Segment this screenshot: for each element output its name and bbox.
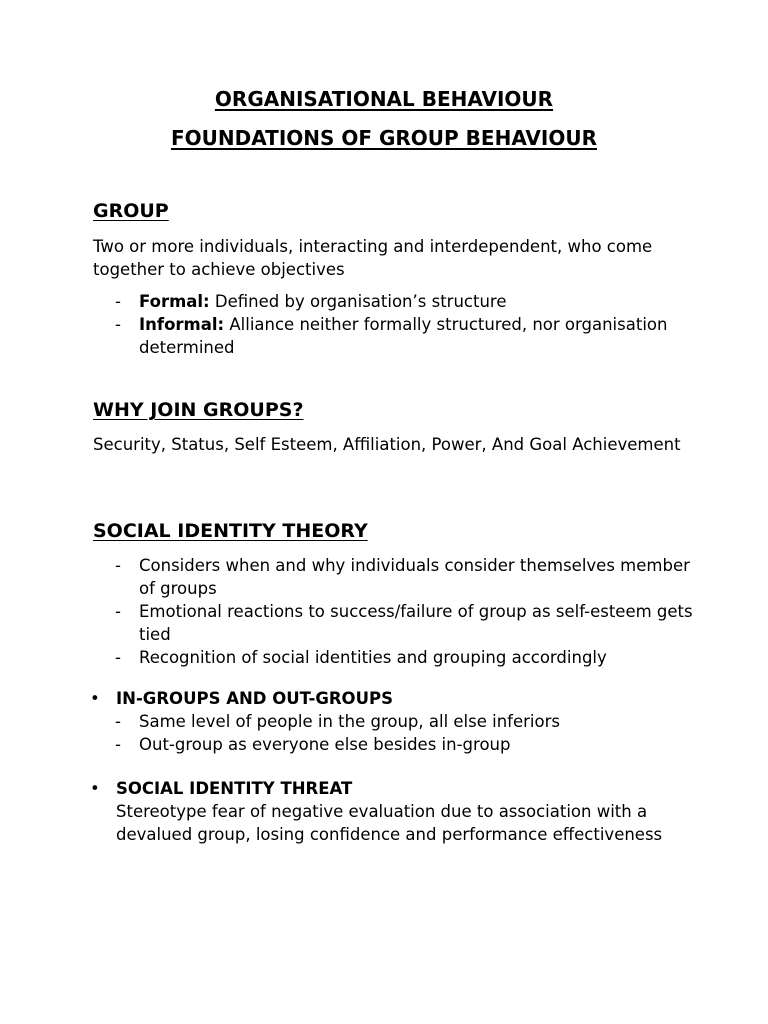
list-item-text: Emotional reactions to success/failure of group as self-esteem gets tied — [139, 602, 693, 644]
group-types-list — [93, 290, 693, 359]
list-item-text: Out-group as everyone else besides in-group — [139, 735, 511, 754]
dash-marker: - — [115, 648, 121, 667]
group-definition: Two or more individuals, interacting and interdependent, who come together to achieve objectives — [93, 237, 653, 279]
in-out-groups-list — [93, 710, 693, 756]
bullet-heading-social-identity-threat — [90, 777, 693, 800]
bullet-heading-text: SOCIAL IDENTITY THREAT — [116, 779, 353, 798]
bullet-marker: • — [90, 779, 100, 798]
bullet-heading-in-out-groups — [90, 687, 693, 710]
list-item — [93, 313, 693, 359]
social-identity-threat-block — [90, 777, 693, 846]
document-subtitle: FOUNDATIONS OF GROUP BEHAVIOUR — [171, 126, 597, 150]
list-item-text: Same level of people in the group, all else inferiors — [139, 712, 560, 731]
why-join-reasons: Security, Status, Self Esteem, Affiliation, Power, And Goal Achievement — [93, 435, 681, 454]
list-item — [93, 290, 693, 313]
section-heading-social-identity-theory: SOCIAL IDENTITY THEORY — [93, 520, 368, 542]
bullet-marker: • — [90, 689, 100, 708]
term-description: Defined by organisation’s structure — [209, 292, 507, 311]
dash-marker: - — [115, 602, 121, 621]
list-item — [93, 554, 693, 600]
list-item — [93, 646, 693, 669]
document-title: ORGANISATIONAL BEHAVIOUR — [214, 87, 554, 111]
dash-marker: - — [115, 315, 121, 334]
list-item-text: Recognition of social identities and grouping accordingly — [139, 648, 607, 667]
list-item-text: Considers when and why individuals consider themselves member of groups — [139, 556, 690, 598]
dash-marker: - — [115, 292, 121, 311]
social-identity-theory-list — [93, 554, 693, 669]
term-label: Informal: — [139, 315, 225, 334]
term-label: Formal: — [139, 292, 210, 311]
section-heading-why-join: WHY JOIN GROUPS? — [93, 399, 304, 421]
list-item — [93, 710, 693, 733]
section-heading-group: GROUP — [93, 200, 169, 222]
in-out-groups-block — [90, 687, 693, 710]
bullet-heading-text: IN-GROUPS AND OUT-GROUPS — [116, 689, 393, 708]
social-identity-threat-description: Stereotype fear of negative evaluation due to association with a devalued group, losing confidence and performance effectiveness — [116, 802, 663, 844]
dash-marker: - — [115, 712, 121, 731]
dash-marker: - — [115, 556, 121, 575]
term-description: Alliance neither formally structured, nor organisation determined — [139, 315, 668, 357]
list-item — [93, 733, 693, 756]
list-item — [93, 600, 693, 646]
dash-marker: - — [115, 735, 121, 754]
